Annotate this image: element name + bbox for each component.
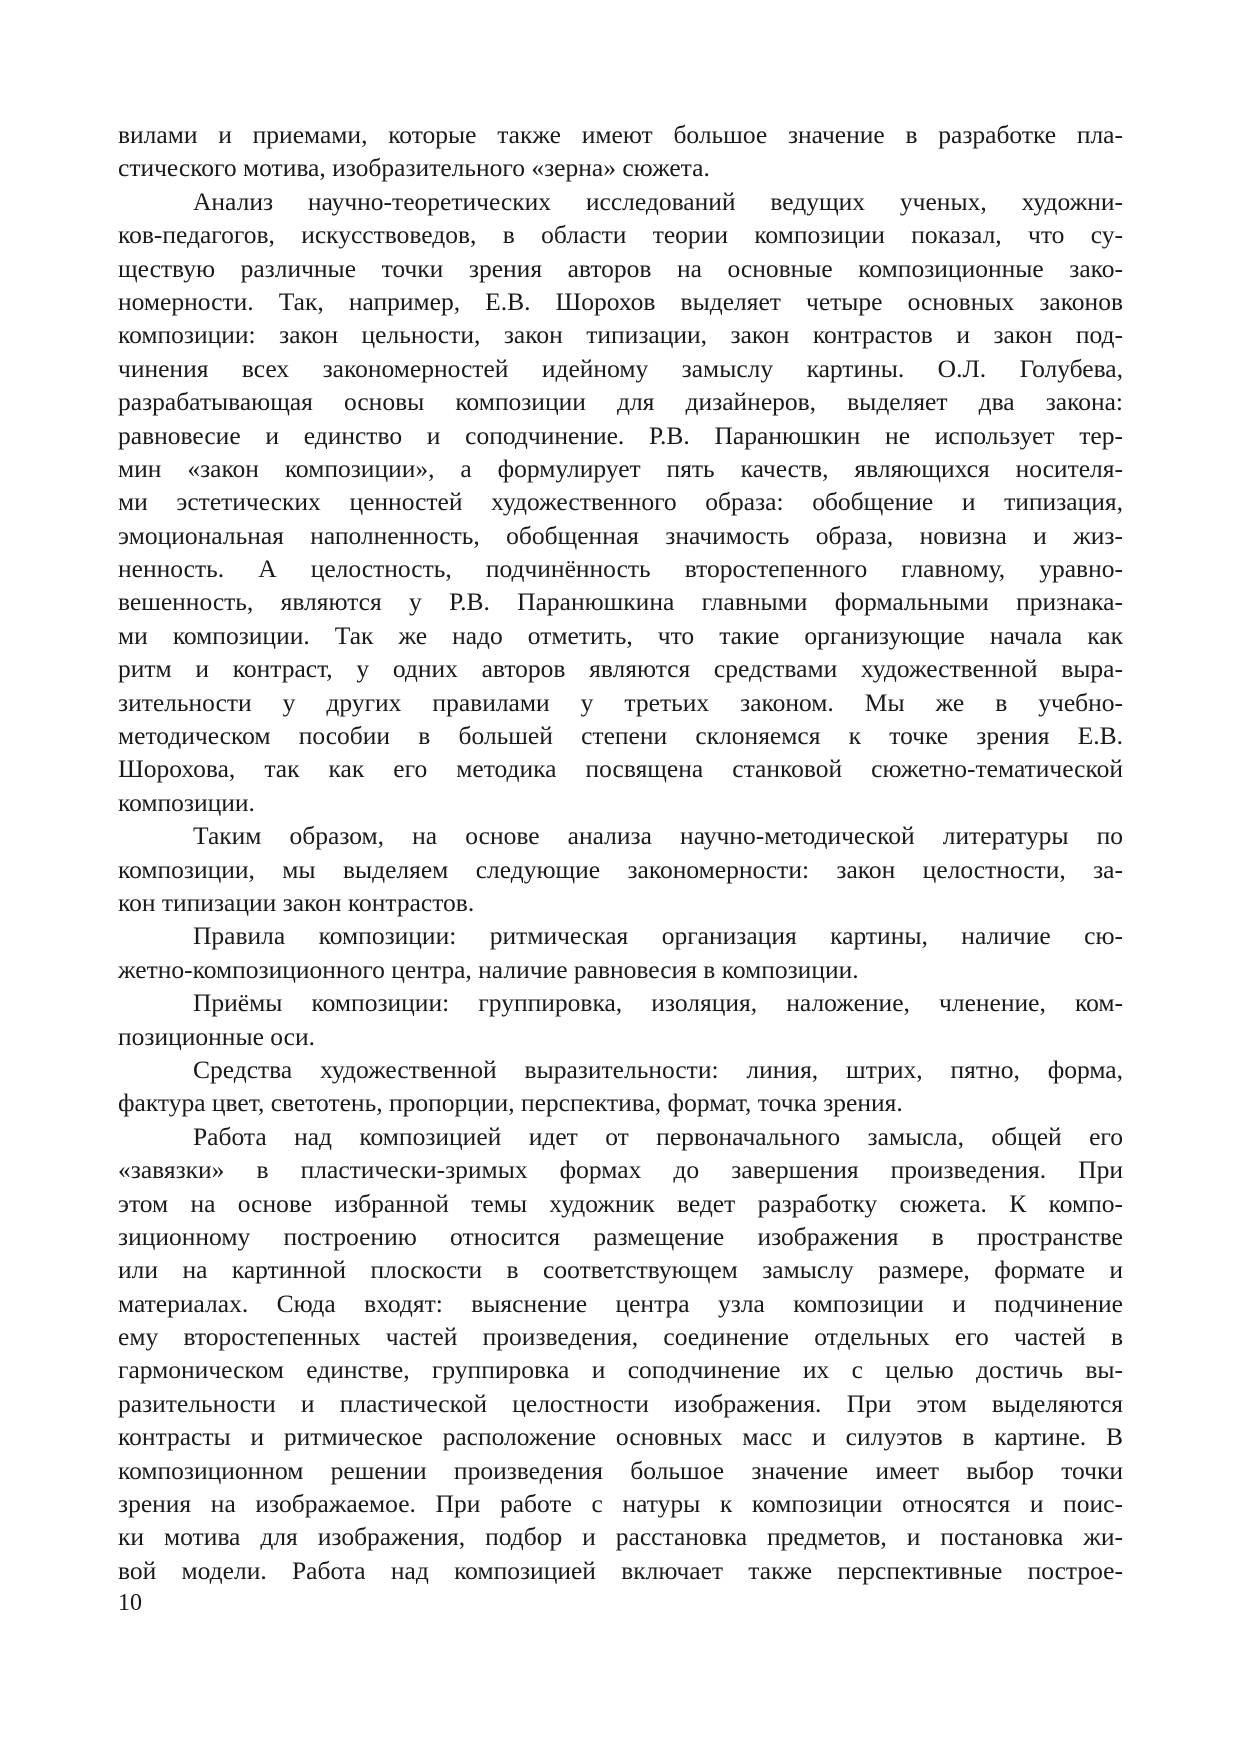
paragraph-line: эмоциональная наполненность, обобщенная значимость образа, новизна и жиз-: [118, 520, 1123, 550]
paragraph-line: Работа над композицией идет от первоначального замысла, общей его: [193, 1121, 1123, 1151]
paragraph-line: этом на основе избранной темы художник ведет разработку сюжета. К компо-: [118, 1188, 1123, 1218]
paragraph-line: стического мотива, изобразительного «зерна» сюжета.: [118, 153, 710, 183]
paragraph-line: чинения всех закономерностей идейному замыслу картины. О.Л. Голубева,: [118, 353, 1123, 383]
paragraph-line: фактура цвет, светотень, пропорции, перспектива, формат, точка зрения.: [118, 1088, 903, 1118]
paragraph-line: ми композиции. Так же надо отметить, что такие организующие начала как: [118, 620, 1123, 650]
paragraph-line: зительности у других правилами у третьих законом. Мы же в учебно-: [118, 687, 1123, 717]
paragraph-line: композиции.: [118, 787, 255, 817]
paragraph-line: разрабатывающая основы композиции для дизайнеров, выделяет два закона:: [118, 387, 1123, 417]
paragraph-line: ему второстепенных частей произведения, соединение отдельных его частей в: [118, 1322, 1123, 1352]
paragraph-line: гармоническом единстве, группировка и соподчинение их с целью достичь вы-: [118, 1355, 1123, 1385]
paragraph-line: ществую различные точки зрения авторов на основные композиционные зако-: [118, 253, 1123, 283]
paragraph-line: разительности и пластической целостности изображения. При этом выделяются: [118, 1388, 1123, 1418]
paragraph-line: ритм и контраст, у одних авторов являются средствами художественной выра-: [118, 654, 1123, 684]
paragraph-line: Анализ научно-теоретических исследований ведущих ученых, художни-: [193, 186, 1123, 216]
paragraph-line: Приёмы композиции: группировка, изоляция, наложение, членение, ком-: [193, 988, 1123, 1018]
paragraph-line: ков-педагогов, искусствоведов, в области теории композиции показал, что су-: [118, 220, 1123, 250]
paragraph-line: зрения на изображаемое. При работе с натуры к композиции относятся и поис-: [118, 1489, 1123, 1519]
paragraph-line: материалах. Сюда входят: выяснение центра узла композиции и подчинение: [118, 1288, 1123, 1318]
paragraph-line: кон типизации закон контрастов.: [118, 887, 475, 917]
paragraph-line: номерности. Так, например, Е.В. Шорохов выделяет четыре основных законов: [118, 286, 1123, 316]
paragraph-line: жетно-композиционного центра, наличие равновесия в композиции.: [118, 954, 859, 984]
paragraph-line: композиции, мы выделяем следующие закономерности: закон целостности, за-: [118, 854, 1123, 884]
paragraph-line: композиционном решении произведения большое значение имеет выбор точки: [118, 1455, 1123, 1485]
paragraph-line: методическом пособии в большей степени склоняемся к точке зрения Е.В.: [118, 721, 1123, 751]
paragraph-line: Средства художественной выразительности: линия, штрих, пятно, форма,: [193, 1054, 1123, 1084]
page-number: 10: [118, 1590, 142, 1616]
paragraph-line: ненность. А целостность, подчинённость второстепенного главному, уравно-: [118, 554, 1123, 584]
paragraph-line: контрасты и ритмическое расположение основных масс и силуэтов в картине. В: [118, 1422, 1123, 1452]
paragraph-line: позиционные оси.: [118, 1021, 316, 1051]
paragraph-line: или на картинной плоскости в соответствующем замыслу размере, формате и: [118, 1255, 1123, 1285]
paragraph-line: Шорохова, так как его методика посвящена станковой сюжетно-тематической: [118, 754, 1123, 784]
paragraph-line: композиции: закон цельности, закон типизации, закон контрастов и закон под-: [118, 320, 1123, 350]
paragraph-line: вилами и приемами, которые также имеют большое значение в разработке пла-: [118, 120, 1123, 149]
paragraph-line: вешенность, являются у Р.В. Паранюшкина главными формальными признака-: [118, 587, 1123, 617]
body-text: [118, 118, 1123, 1587]
paragraph-line: ми эстетических ценностей художественного образа: обобщение и типизация,: [118, 487, 1123, 517]
paragraph-line: Правила композиции: ритмическая организация картины, наличие сю-: [193, 921, 1123, 951]
paragraph-line: равновесие и единство и соподчинение. Р.В. Паранюшкин не использует тер-: [118, 420, 1123, 450]
paragraph-line: зиционному построению относится размещение изображения в пространстве: [118, 1221, 1123, 1251]
paragraph-line: «завязки» в пластически-зримых формах до завершения произведения. При: [118, 1155, 1123, 1185]
paragraph-line: мин «закон композиции», а формулирует пять качеств, являющихся носителя-: [118, 453, 1123, 483]
paragraph-line: Таким образом, на основе анализа научно-методической литературы по: [193, 821, 1123, 851]
paragraph-line: вой модели. Работа над композицией включает также перспективные построе-: [118, 1555, 1123, 1585]
paragraph-line: ки мотива для изображения, подбор и расстановка предметов, и постановка жи-: [118, 1522, 1123, 1552]
